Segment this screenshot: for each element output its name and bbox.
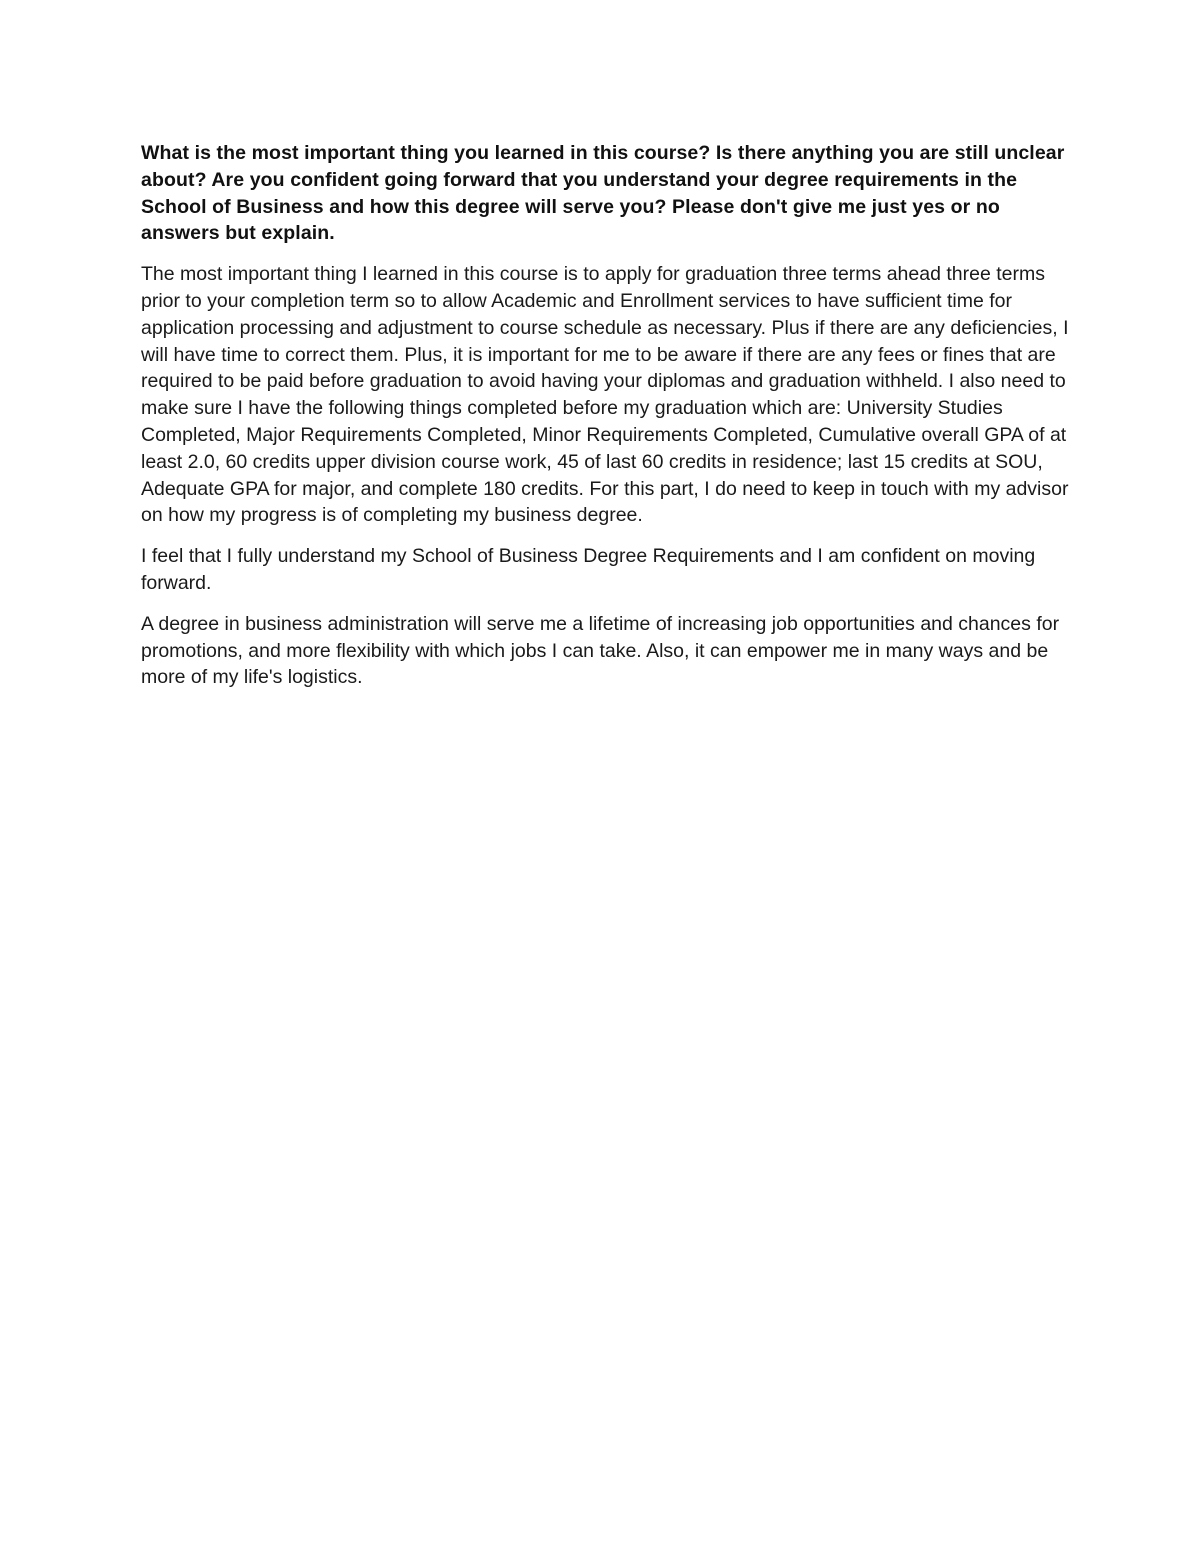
answer-paragraph-1: The most important thing I learned in this course is to apply for graduation three terms ahead three terms prior to your completion term so to allow Academic and Enrollment services to have sufficient time for application processing and adjustment to course schedule as necessary. Plus if there are any deficiencies, I will have time to correct them. Plus, it is important for me to be aware if there are any fees or fines that are required to be paid before graduation to avoid having your diplomas and graduation withheld. I also need to make sure I have the following things completed before my graduation which are: University Studies Completed, Major Requirements Completed, Minor Requirements Completed, Cumulative overall GPA of at least 2.0, 60 credits upper division course work, 45 of last 60 credits in residence; last 15 credits at SOU, Adequate GPA for major, and complete 180 credits. For this part, I do need to keep in touch with my advisor on how my progress is of completing my business degree. (141, 263, 1069, 527)
question-heading: What is the most important thing you learned in this course? Is there anything you are still unclear about? Are you confident going forward that you understand your degree requirements in the School of Business and how this degree will serve you? Please don't give me just yes or no answers but explain. (141, 142, 1065, 245)
document-body (141, 140, 1071, 705)
answer-paragraph-3: A degree in business administration will serve me a lifetime of increasing job opportunities and chances for promotions, and more flexibility with which jobs I can take. Also, it can empower me in many ways and be more of my life's logistics. (141, 612, 1060, 689)
answer-paragraph-2: I feel that I fully understand my School of Business Degree Requirements and I am confident on moving forward. (141, 545, 1036, 594)
